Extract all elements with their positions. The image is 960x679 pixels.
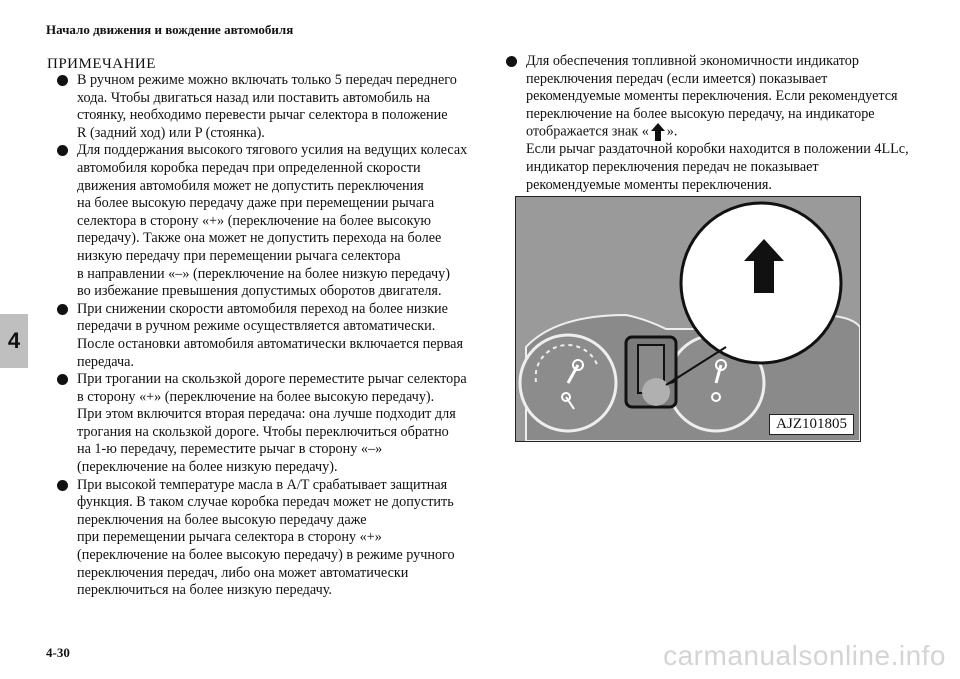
text-line: Для поддержания высокого тягового усилия на ведущих колесах bbox=[77, 142, 468, 159]
text-line: При высокой температуре масла в A/T срабатывает защитная bbox=[77, 476, 448, 493]
text-line: При трогании на скользкой дороге переместите рычаг селектора bbox=[77, 371, 467, 388]
bullet-icon bbox=[57, 145, 68, 156]
text-line: переключение на более высокую передачу, на индикаторе bbox=[526, 105, 875, 122]
text-line: переключения передач (если имеется) показывает bbox=[526, 70, 828, 87]
text-fragment: ». bbox=[666, 123, 678, 140]
watermark: carmanualsonline.info bbox=[663, 640, 946, 671]
note-item bbox=[50, 477, 470, 600]
text-line: После остановки автомобиля автоматически включается первая bbox=[77, 335, 463, 352]
text-line: При снижении скорости автомобиля переход на более низкие bbox=[77, 300, 448, 317]
info-list bbox=[499, 53, 919, 194]
text-line: Для обеспечения топливной экономичности индикатор bbox=[526, 53, 859, 69]
text-line: переключиться на более низкую передачу. bbox=[77, 582, 332, 599]
page-number: 4-30 bbox=[46, 645, 70, 660]
text-line: в сторону «+» (переключение на более высокую передачу). bbox=[77, 388, 435, 405]
instrument-cluster-figure bbox=[515, 196, 861, 442]
text-line: при перемещении рычага селектора в сторону «+» bbox=[77, 529, 382, 546]
text-line: передача. bbox=[77, 353, 135, 370]
text-line: R (задний ход) или P (стоянка). bbox=[77, 124, 265, 141]
text-line: индикатор переключения передач не показывает bbox=[526, 158, 819, 175]
text-line: (переключение на более высокую передачу) в режиме ручного bbox=[77, 547, 455, 564]
upshift-arrow-icon bbox=[651, 123, 665, 141]
text-line: функция. В таком случае коробка передач может не допустить bbox=[77, 494, 454, 511]
figure-label: AJZ101805 bbox=[769, 414, 854, 435]
text-line: рекомендуемые моменты переключения. bbox=[526, 176, 772, 193]
bullet-icon bbox=[57, 304, 68, 315]
chapter-tab: 4 bbox=[0, 314, 28, 368]
text-line: в направлении «–» (переключение на более низкую передачу) bbox=[77, 265, 450, 282]
text-line: автомобиля коробка передач при определенной скорости bbox=[77, 159, 421, 176]
text-line: (переключение на более низкую передачу). bbox=[77, 459, 338, 476]
text-line: стоянку, необходимо перевести рычаг селектора в положение bbox=[77, 107, 448, 124]
note-item bbox=[499, 53, 919, 194]
text-line: переключения передач, либо она может автоматически bbox=[77, 564, 409, 581]
text-line: низкую передачу при перемещении рычага селектора bbox=[77, 247, 401, 264]
text-line: передачи в ручном режиме осуществляется автоматически. bbox=[77, 318, 436, 335]
bullet-icon bbox=[57, 374, 68, 385]
bullet-icon bbox=[506, 56, 517, 67]
note-item bbox=[50, 301, 470, 371]
text-line: переключения на более высокую передачу даже bbox=[77, 511, 367, 528]
text-line: трогания на скользкой дороге. Чтобы переключиться обратно bbox=[77, 423, 449, 440]
text-line: хода. Чтобы двигаться назад или поставить автомобиль на bbox=[77, 89, 431, 106]
page-header: Начало движения и вождение автомобиля bbox=[46, 22, 294, 37]
instrument-cluster-illustration bbox=[516, 197, 860, 441]
text-line: на 1-ю передачу, переместите рычаг в сторону «–» bbox=[77, 441, 383, 458]
text-line: Если рычаг раздаточной коробки находится в положении 4LLc, bbox=[526, 141, 909, 158]
text-line: движения автомобиля может не допустить переключения bbox=[77, 177, 424, 194]
bullet-icon bbox=[57, 75, 68, 86]
bullet-icon bbox=[57, 480, 68, 491]
note-item bbox=[50, 72, 470, 142]
text-line: В ручном режиме можно включать только 5 передач переднего bbox=[77, 72, 457, 88]
note-title: ПРИМЕЧАНИЕ bbox=[47, 56, 156, 72]
text-line: во избежание превышения допустимых оборотов двигателя. bbox=[77, 283, 442, 300]
text-line: рекомендуемые моменты переключения. Если рекомендуется bbox=[526, 88, 898, 105]
text-line: на более высокую передачу даже при перемещении рычага bbox=[77, 195, 435, 212]
note-item bbox=[50, 142, 470, 300]
text-fragment: отображается знак « bbox=[526, 123, 649, 140]
note-list bbox=[50, 72, 470, 600]
text-line: селектора в сторону «+» (переключение на более высокую bbox=[77, 212, 431, 229]
text-line bbox=[526, 123, 919, 141]
text-line: При этом включится вторая передача: она лучше подходит для bbox=[77, 406, 456, 423]
text-line: передачу). Также она может не допустить перехода на более bbox=[77, 230, 442, 247]
note-item bbox=[50, 371, 470, 477]
